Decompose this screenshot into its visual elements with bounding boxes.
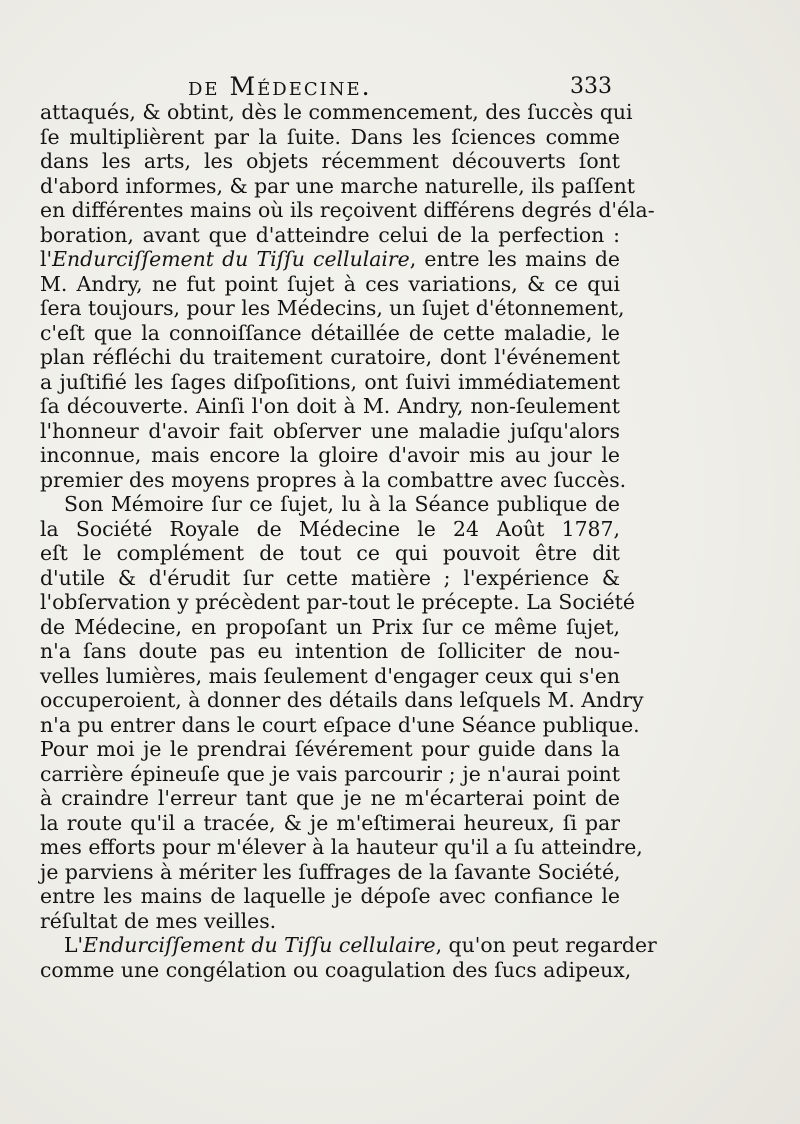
italic-title-phrase: Endurciſſement du Tiſſu cellulaire	[52, 247, 410, 271]
text-line: L'Endurciſſement du Tiſſu cellulaire, qu'on peut regarder	[64, 933, 657, 957]
text-line: n'a pu entrer dans le court eſpace d'une Séance publique.	[40, 712, 640, 737]
text-line: l'Endurciſſement du Tiſſu cellulaire, entre les mains de	[40, 247, 620, 271]
text-line: boration, avant que d'atteindre celui de la perfection :	[40, 222, 620, 247]
text-line: la route qu'il a tracée, & je m'eſtimerai heureux, ſi par	[40, 810, 620, 835]
text-line: la Société Royale de Médecine le 24 Août 1787,	[40, 516, 620, 541]
text-line: ſera toujours, pour les Médecins, un ſujet d'étonnement,	[40, 296, 625, 320]
body-text	[40, 100, 657, 982]
text-line: je parviens à mériter les ſuffrages de la ſavante Société,	[40, 859, 621, 884]
italic-title-phrase: Endurciſſement du Tiſſu cellulaire	[83, 933, 436, 957]
text-line: carrière épineuſe que je vais parcourir ; je n'aurai point	[40, 761, 620, 786]
text-line: velles lumières, mais ſeulement d'engager ceux qui s'en	[40, 663, 620, 688]
text-line: occuperoient, à donner des détails dans leſquels M. Andry	[40, 688, 644, 712]
text-line: en différentes mains où ils reçoivent différens degrés d'éla-	[40, 198, 655, 222]
text-line: n'a ſans doute pas eu intention de ſolliciter de nou-	[40, 639, 620, 663]
text-line: l'obſervation y précèdent par-tout le précepte. La Société	[40, 590, 635, 614]
text-line: à craindre l'erreur tant que je ne m'écarterai point de	[40, 786, 620, 810]
text-line: a juſtifié les ſages diſpoſitions, ont ſuivi immédiatement	[40, 369, 620, 394]
text-line: attaqués, & obtint, dès le commencement, des ſuccès qui	[40, 100, 633, 124]
text-line: mes efforts pour m'élever à la hauteur qu'il a ſu atteindre,	[40, 835, 643, 859]
text-line: d'abord informes, & par une marche naturelle, ils paſſent	[40, 173, 635, 198]
text-line: premier des moyens propres à la combattre avec ſuccès.	[40, 467, 627, 492]
page-number: 333	[570, 74, 612, 99]
text-line: comme une congélation ou coagulation des ſucs adipeux,	[40, 957, 632, 982]
text-line: c'eſt que la connoiſſance détaillée de cette maladie, le	[40, 320, 620, 345]
text-line: l'honneur d'avoir fait obſerver une maladie juſqu'alors	[40, 418, 620, 443]
text-line: de Médecine, en propoſant un Prix ſur ce même ſujet,	[40, 614, 620, 639]
text-line: eſt le complément de tout ce qui pouvoit être dit	[40, 541, 620, 565]
text-line: plan réfléchi du traitement curatoire, dont l'événement	[40, 345, 620, 369]
text-line: Pour moi je le prendrai ſévérement pour guide dans la	[40, 737, 620, 761]
text-line: M. Andry, ne fut point ſujet à ces variations, & ce qui	[40, 271, 620, 296]
text-line: entre les mains de laquelle je dépoſe avec confiance le	[40, 884, 620, 908]
text-line: inconnue, mais encore la gloire d'avoir mis au jour le	[40, 443, 620, 467]
text-line: réſultat de mes veilles.	[40, 908, 277, 933]
text-line: ſe multiplièrent par la ſuite. Dans les ſciences comme	[40, 124, 620, 149]
text-line: Son Mémoire ſur ce ſujet, lu à la Séance publique de	[64, 492, 620, 516]
text-line: d'utile & d'érudit ſur cette matière ; l'expérience &	[40, 565, 620, 590]
text-line: dans les arts, les objets récemment découverts ſont	[40, 149, 620, 173]
running-title: de Médecine.	[188, 72, 372, 101]
text-line: ſa découverte. Ainſi l'on doit à M. Andry, non-ſeulement	[40, 394, 620, 418]
